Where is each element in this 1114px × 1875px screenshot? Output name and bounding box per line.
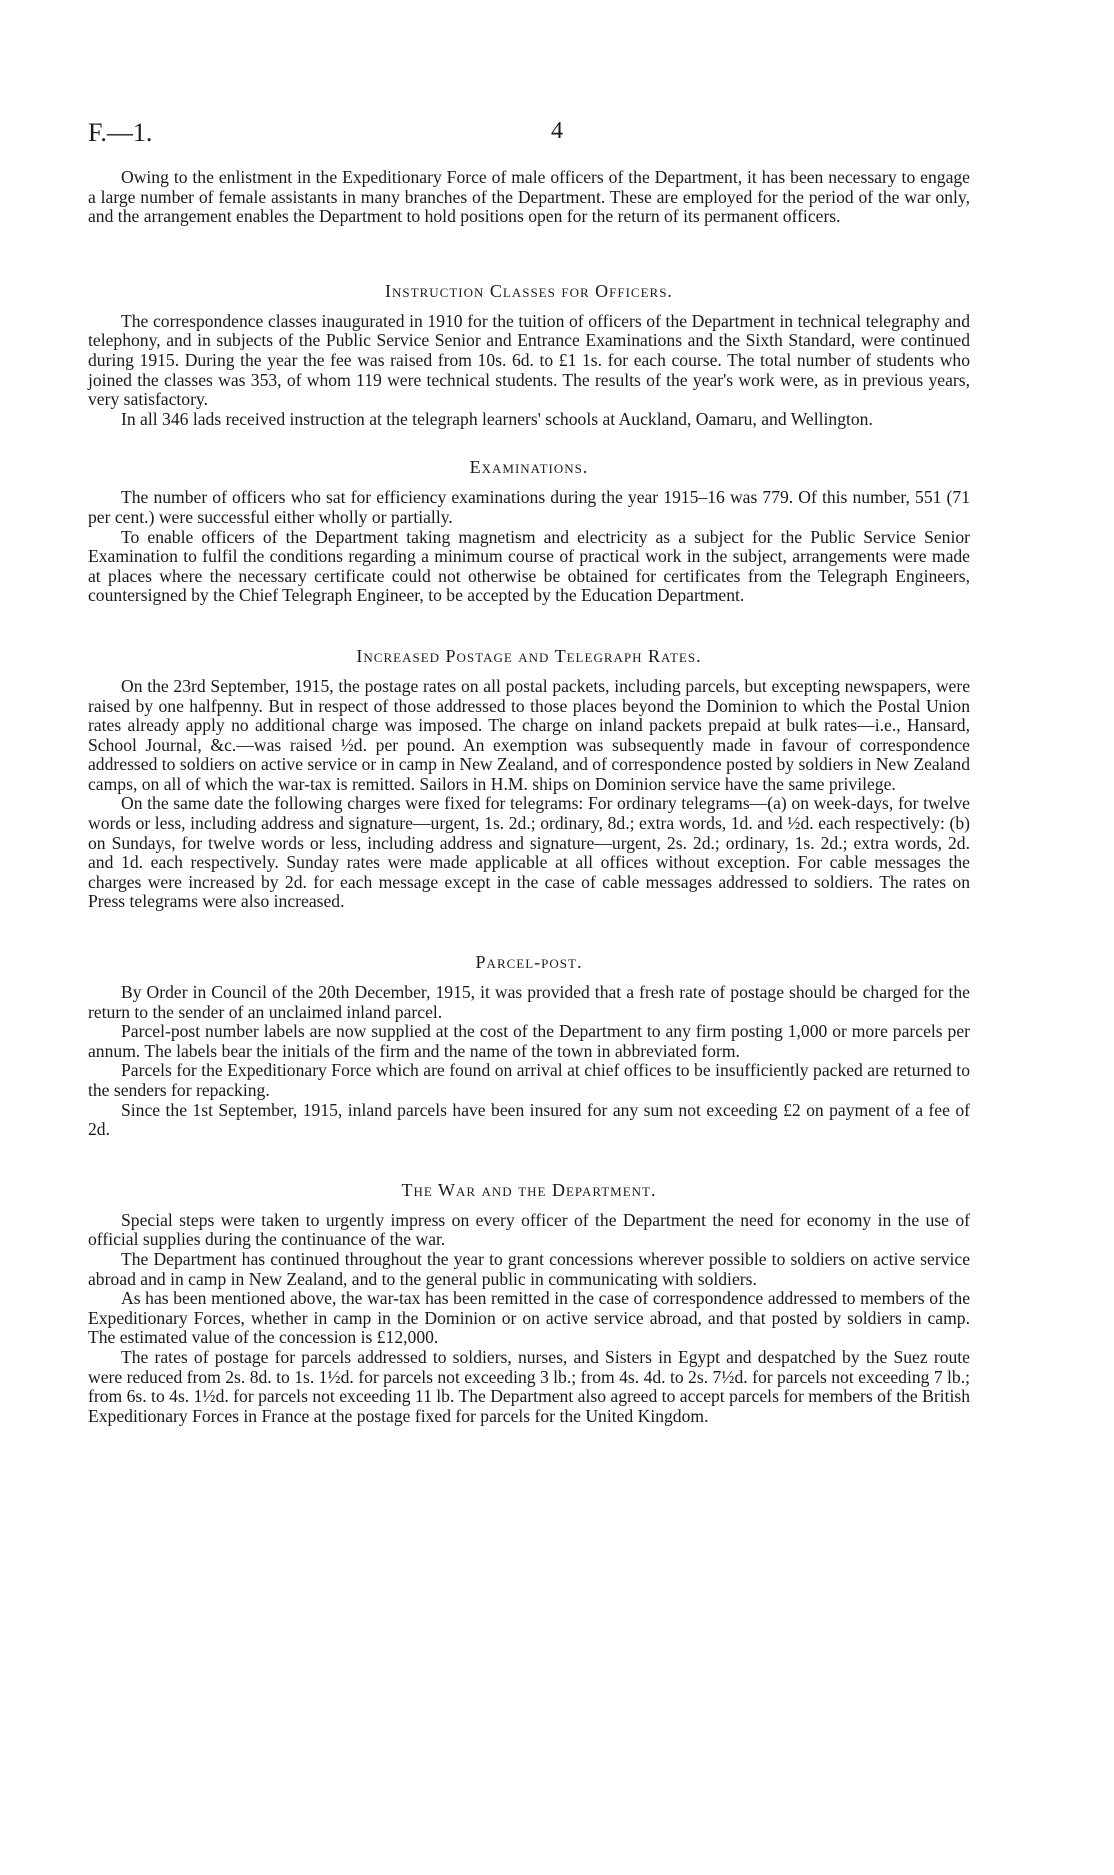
paragraph: The correspondence classes inaugurated in 1910 for the tuition of officers of the Department in technical telegraphy and telephony, and in subjects of the Public Service Senior and Entrance Examinations and the Sixth Standard, were continued during 1915. During the year the fee was raised from 10s. 6d. to £1 1s. for each course. The total number of students who joined the classes was 353, of whom 119 were technical students. The results of the year's work were, as in previous years, very satisfactory.	[88, 310, 970, 410]
section-heading-parcel-post: Parcel-post.	[475, 952, 583, 973]
page-header	[88, 118, 1026, 152]
paragraph: On the same date the following charges were fixed for telegrams: For ordinary telegrams—(a) on week-days, for twelve words or less, including address and signature—urgent, 1s. 2d.; ordinary, 8d.; extra words, 1d. and ½d. each respectively: (b) on Sundays, for twelve words or less, including address and signature—urgent, 2s. 2d.; ordinary, 1s. 2d.; extra words, 2d. and 1d. each respectively. Sunday rates were made applicable at all offices without exception. For cable messages the charges were increased by 2d. for each message except in the case of cable messages addressed to soldiers. The rates on Press telegrams were also increased.	[88, 793, 970, 912]
paragraph: The rates of postage for parcels addressed to soldiers, nurses, and Sisters in Egypt and despatched by the Suez route were reduced from 2s. 8d. to 1s. 1½d. for parcels not exceeding 3 lb.; from 4s. 4d. to 2s. 7½d. for parcels not exceeding 7 lb.; from 6s. to 4s. 1½d. for parcels not exceeding 11 lb. The Department also agreed to accept parcels for members of the British Expeditionary Forces in France at the postage fixed for parcels for the United Kingdom.	[88, 1346, 970, 1426]
document-body	[88, 168, 970, 1426]
paragraph: Since the 1st September, 1915, inland parcels have been insured for any sum not exceeding £2 on payment of a fee of 2d.	[88, 1099, 970, 1140]
document-reference: F.—1.	[88, 118, 153, 147]
paragraph: The number of officers who sat for efficiency examinations during the year 1915–16 was 779. Of this number, 551 (71 per cent.) were successful either wholly or partially.	[88, 487, 970, 527]
paragraph: In all 346 lads received instruction at the telegraph learners' schools at Auckland, Oamaru, and Wellington.	[121, 408, 873, 429]
paragraph: As has been mentioned above, the war-tax has been remitted in the case of correspondence addressed to members of the Expeditionary Forces, whether in camp in the Dominion or on active service abroad, and that posted by soldiers in camp. The estimated value of the concession is £12,000.	[88, 1288, 970, 1348]
intro-paragraph: Owing to the enlistment in the Expeditionary Force of male officers of the Department, it has been necessary to engage a large number of female assistants in many branches of the Department. These are employed for the period of the war only, and the arrangement enables the Department to hold positions open for the return of its permanent officers.	[88, 167, 970, 227]
section-heading-war-and-department: The War and the Department.	[401, 1179, 657, 1200]
page-number: 4	[551, 118, 563, 144]
section-heading-increased-rates: Increased Postage and Telegraph Rates.	[356, 645, 702, 666]
section-heading-instruction-classes: Instruction Classes for Officers.	[385, 280, 673, 301]
paragraph: Parcels for the Expeditionary Force which are found on arrival at chief offices to be insufficiently packed are returned to the senders for repacking.	[88, 1060, 970, 1100]
paragraph: The Department has continued throughout the year to grant concessions wherever possible to soldiers on active service abroad and in camp in New Zealand, and to the general public in communicating with soldiers.	[88, 1248, 970, 1289]
paragraph: To enable officers of the Department taking magnetism and electricity as a subject for the Public Service Senior Examination to fulfil the conditions regarding a minimum course of practical work in the subject, arrangements were made at places where the necessary certificate could not otherwise be obtained for certificates from the Telegraph Engineers, countersigned by the Chief Telegraph Engineer, to be accepted by the Education Department.	[88, 526, 970, 606]
paragraph: By Order in Council of the 20th December, 1915, it was provided that a fresh rate of postage should be charged for the return to the sender of an unclaimed inland parcel.	[88, 982, 970, 1022]
paragraph: On the 23rd September, 1915, the postage rates on all postal packets, including parcels, but excepting newspapers, were raised by one halfpenny. But in respect of those addressed to those places beyond the Dominion to which the Postal Union rates already apply no additional charge was imposed. The charge on inland packets prepaid at bulk rates—i.e., Hansard, School Journal, &c.—was raised ½d. per pound. An exemption was subsequently made in favour of correspondence addressed to soldiers on active service or in camp in New Zealand, and of correspondence posted by soldiers in New Zealand camps, on all of which the war-tax is remitted. Sailors in H.M. ships on Dominion service have the same privilege.	[88, 675, 970, 794]
paragraph: Parcel-post number labels are now supplied at the cost of the Department to any firm posting 1,000 or more parcels per annum. The labels bear the initials of the firm and the name of the town in abbreviated form.	[88, 1021, 970, 1061]
paragraph: Special steps were taken to urgently impress on every officer of the Department the need for economy in the use of official supplies during the continuance of the war.	[88, 1209, 970, 1250]
section-heading-examinations: Examinations.	[469, 457, 589, 478]
